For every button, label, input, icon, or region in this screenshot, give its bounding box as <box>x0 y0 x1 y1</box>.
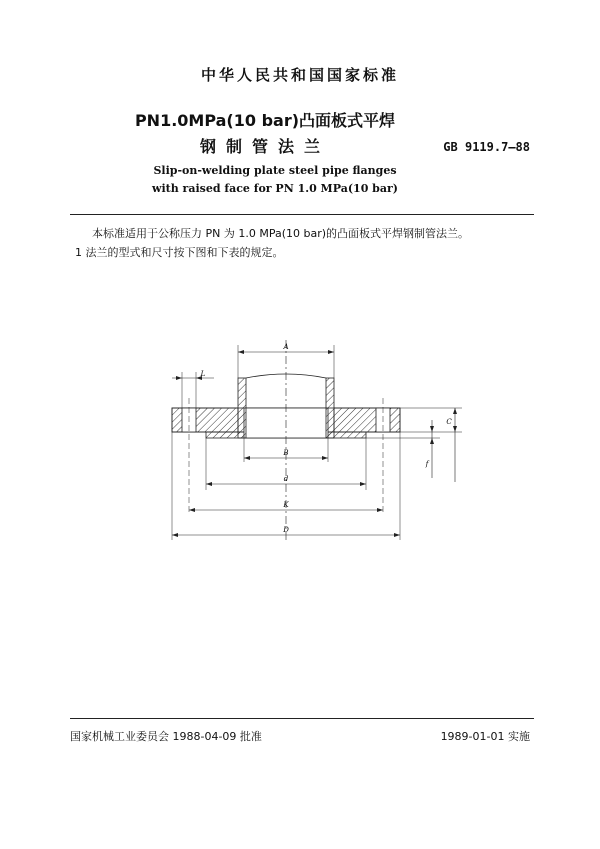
scope-paragraph: 本标准适用于公称压力 PN 为 1.0 MPa(10 bar)的凸面板式平焊钢制管法兰。 <box>92 227 470 240</box>
title-en-line2: with raised face for PN 1.0 MPa(10 bar) <box>151 182 398 195</box>
bottom-rule <box>70 718 534 719</box>
dim-label-d: d <box>283 475 289 483</box>
issuing-org: 中华人民共和国国家标准 <box>200 66 399 84</box>
dim-label-L: L <box>200 370 206 378</box>
title-cn-line1: PN1.0MPa(10 bar)凸面板式平焊 <box>134 111 396 130</box>
dim-label-f: f <box>425 460 429 468</box>
approval-date: 国家机械工业委员会 1988-04-09 批准 <box>70 730 262 743</box>
dim-label-K: K <box>283 501 289 509</box>
implementation-date: 1989-01-01 实施 <box>440 730 530 743</box>
pipe-wall-left <box>238 378 246 438</box>
standard-code: GB 9119.7—88 <box>443 140 530 154</box>
clause-1-paragraph: 1 法兰的型式和尺寸按下图和下表的规定。 <box>75 246 284 259</box>
title-en-line1: Slip-on-welding plate steel pipe flanges <box>153 164 397 177</box>
title-cn-line2: 钢制管法兰 <box>199 137 330 156</box>
dim-label-A: A <box>283 343 289 351</box>
pipe-wall-right <box>326 378 334 438</box>
dim-label-B: B <box>283 449 289 457</box>
dim-label-D: D <box>283 526 289 534</box>
dim-label-C: C <box>446 418 452 426</box>
